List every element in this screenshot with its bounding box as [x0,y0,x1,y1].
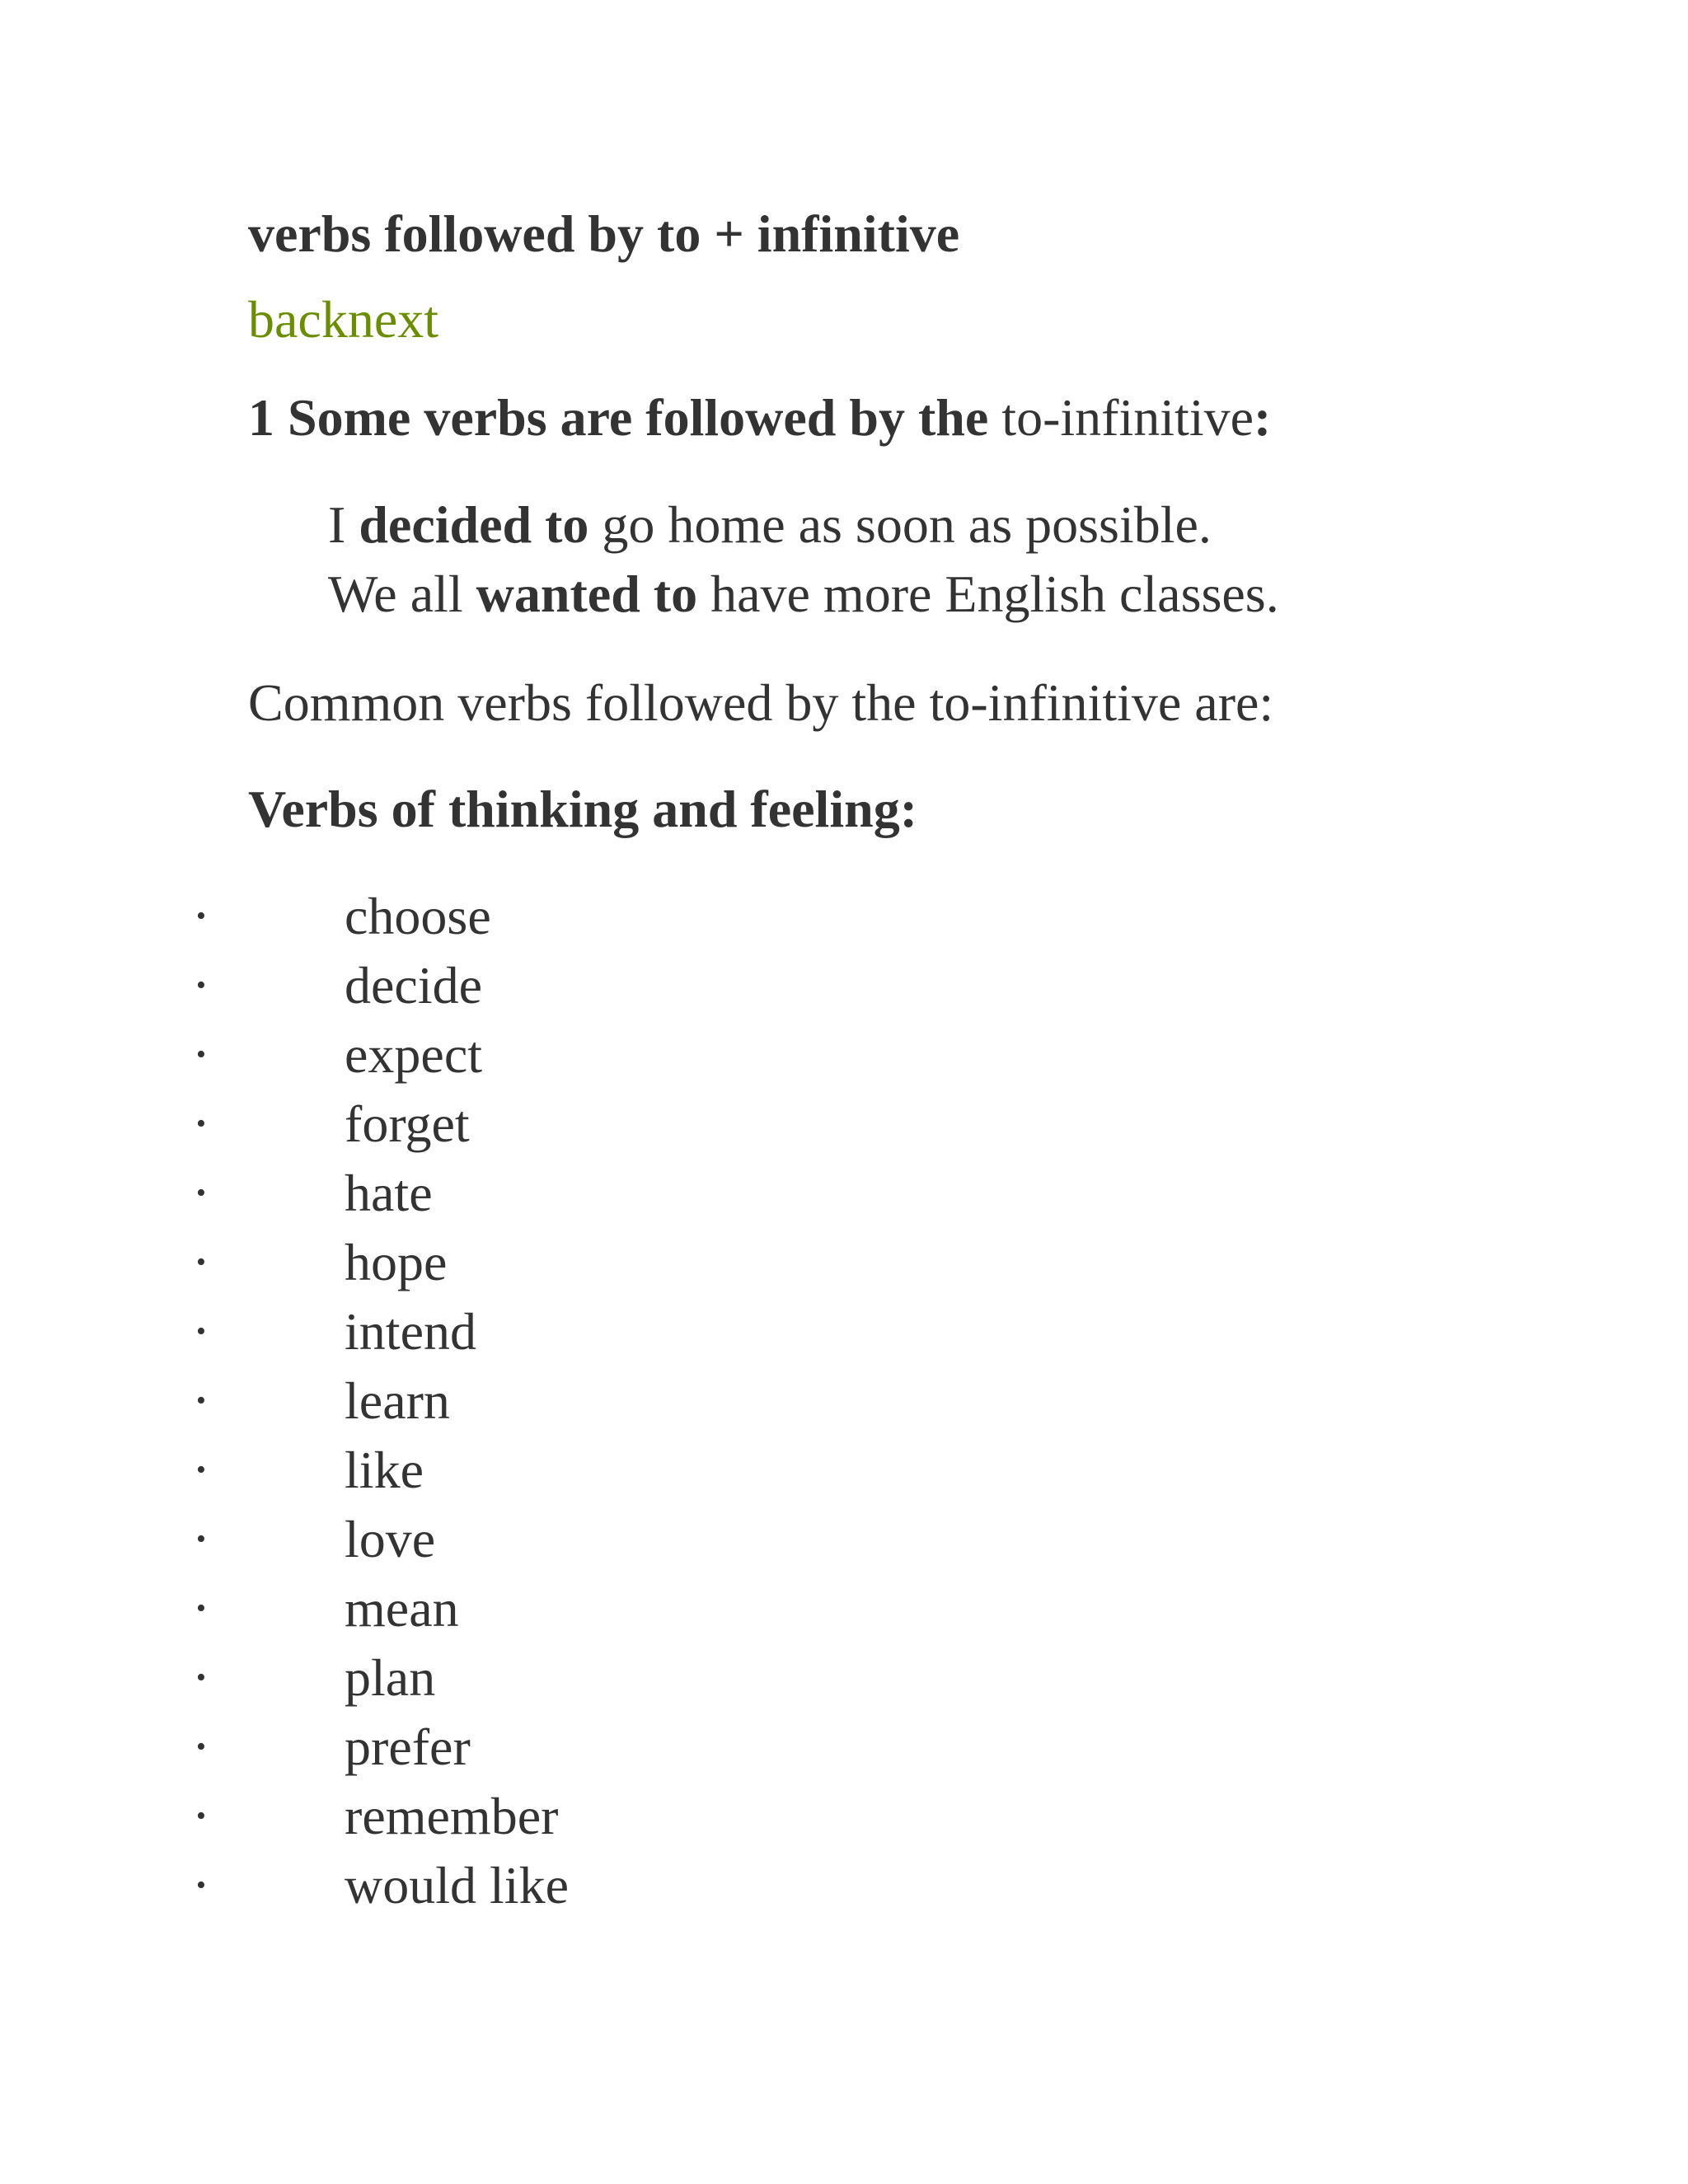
example-sentence [328,490,1212,560]
bullet-icon: • [196,1247,206,1277]
bullet-icon: • [196,1732,206,1762]
verb-text: choose [345,887,491,945]
bullet-icon: • [196,1039,206,1070]
section-heading [248,383,1271,452]
verb-text: love [345,1510,436,1568]
bullet-icon: • [196,1801,206,1831]
verb-text: intend [345,1302,476,1361]
verb-text: learn [345,1371,450,1430]
bullet-icon: • [196,1178,206,1208]
section-heading-bold: 1 Some verbs are followed by the [248,388,989,447]
back-link[interactable]: back [248,290,348,349]
section-heading-colon: : [1254,388,1272,447]
subheading: Verbs of thinking and feeling: [248,780,917,838]
bullet-icon: • [196,901,206,931]
verb-text: decide [345,956,482,1015]
bullet-icon: • [196,1455,206,1485]
verb-text: would like [345,1856,569,1915]
verb-text: remember [345,1787,559,1845]
verb-text: expect [345,1025,482,1084]
verb-text: hope [345,1233,448,1291]
verb-text: hate [345,1164,433,1222]
page-title: verbs followed by to + infinitive [248,204,960,263]
next-link[interactable]: next [347,290,438,349]
verb-text: forget [345,1094,470,1153]
bullet-icon: • [196,970,206,1001]
nav-links [248,285,438,354]
bullet-icon: • [196,1385,206,1416]
example-verb: decided to [359,495,589,554]
verb-text: mean [345,1579,459,1638]
section-heading-term: to-infinitive [1001,388,1254,447]
bullet-icon: • [196,1108,206,1139]
verb-text: plan [345,1648,436,1707]
example-text: We all [328,565,476,623]
bullet-icon: • [196,1316,206,1347]
bullet-icon: • [196,1870,206,1900]
verb-text: prefer [345,1718,471,1776]
common-verbs-intro: Common verbs followed by the to-infinitive are: [248,673,1274,732]
example-verb: wanted to [476,565,698,623]
bullet-icon: • [196,1593,206,1624]
example-text: I [328,495,359,554]
bullet-icon: • [196,1524,206,1554]
bullet-icon: • [196,1662,206,1693]
example-text: go home as soon as possible. [588,495,1212,554]
example-sentence [328,560,1279,629]
example-text: have more English classes. [697,565,1279,623]
verb-text: like [345,1441,424,1499]
